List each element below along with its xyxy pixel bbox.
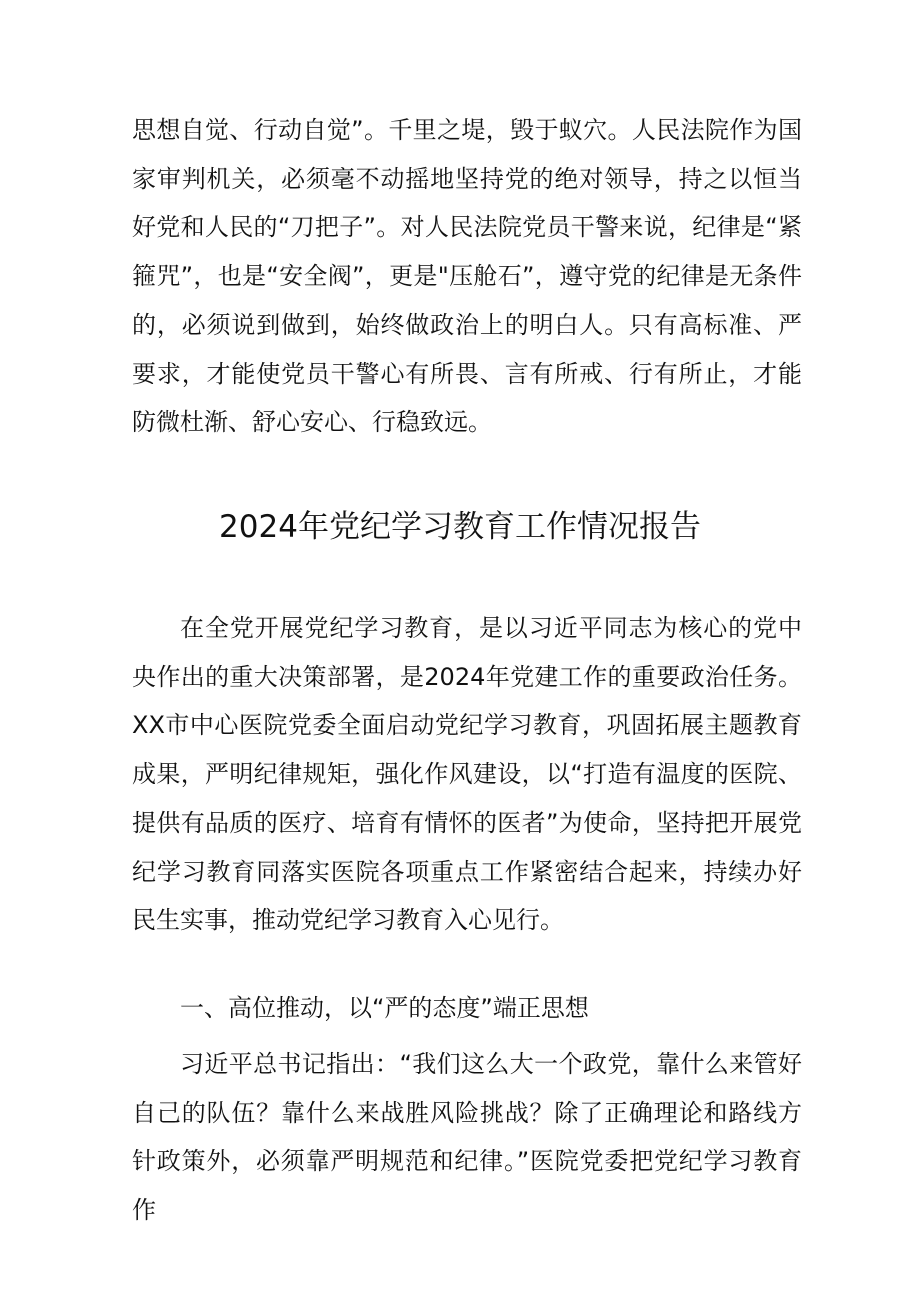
section-heading: 一、高位推动，以“严的态度”端正思想 xyxy=(180,994,589,1022)
intro-paragraph: 思想自觉、行动自觉”。千里之堤，毁于蚁穴。人民法院作为国家审判机关，必须毫不动摇地坚持党的绝对领导，持之以恒当好党和人民的“刀把子”。对人民法院党员干警来说，纪律是“紧箍咒”，也是“安全阀”，更是"压舱石”，遵守党的纪律是无条件的，必须说到做到，始终做政治上的明白人。只有高标准、严要求，才能使党员干警心有所畏、言有所戒、行有所止，才能防微杜渐、舒心安心、行稳致远。 xyxy=(132,116,802,437)
opening-paragraph: 在全党开展党纪学习教育，是以习近平同志为核心的党中央作出的重大决策部署，是2024年党建工作的重要政治任务。XX市中心医院党委全面启动党纪学习教育，巩固拓展主题教育成果，严明纪律规矩，强化作风建设，以“打造有温度的医院、提供有品质的医疗、培育有情怀的医者”为使命，坚持把开展党纪学习教育同落实医院各项重点工作紧密结合起来，持续办好民生实事，推动党纪学习教育入心见行。 xyxy=(132,614,802,935)
report-title: 2024年党纪学习教育工作情况报告 xyxy=(219,509,701,545)
section-paragraph: 习近平总书记指出：“我们这么大一个政党，靠什么来管好自己的队伍？靠什么来战胜风险挑战？除了正确理论和路线方针政策外，必须靠严明规范和纪律。”医院党委把党纪学习教育作 xyxy=(132,1050,802,1225)
